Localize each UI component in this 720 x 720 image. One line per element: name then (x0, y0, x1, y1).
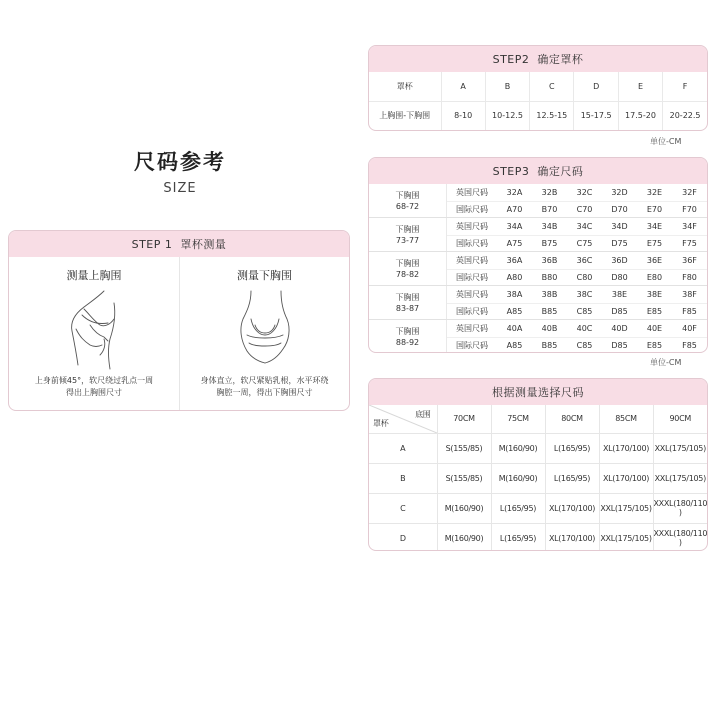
table-cell: 38C (567, 286, 602, 303)
table-cell: F70 (682, 205, 697, 215)
table-cell: M(160/90) (437, 523, 491, 551)
size-group (369, 218, 707, 252)
table-cell: XXL(175/105) (653, 463, 707, 493)
size-guide-header-row (369, 405, 707, 433)
table-cell: M(160/90) (437, 493, 491, 523)
table-cell: F75 (682, 239, 697, 249)
size-group-label (369, 184, 447, 217)
underbust-label: 下胸围 (395, 292, 420, 302)
cup-table (369, 72, 707, 130)
table-row (447, 269, 707, 286)
underbust-label: 下胸围 (395, 190, 420, 200)
corner-cell (369, 405, 437, 433)
table-cell: E75 (646, 239, 663, 249)
table-cell: 40C (567, 320, 602, 337)
step3-name: 确定尺码 (537, 165, 584, 178)
size-group-label (369, 218, 447, 251)
table-cell: 36F (672, 252, 707, 269)
table-cell: XL(170/100) (545, 523, 599, 551)
table-cell: C (530, 72, 574, 101)
table-cell: 34E (637, 218, 672, 235)
table-cell: 40F (672, 320, 707, 337)
table-cell: A80 (506, 273, 523, 283)
table-cell: 32A (497, 184, 532, 201)
table-cell: S(155/85) (437, 463, 491, 493)
page-subtitle: SIZE (163, 181, 197, 196)
table-cell: 40D (602, 320, 637, 337)
table-cell: XXXL(180/110 ) (653, 493, 707, 523)
underbust-range: 73-77 (395, 235, 420, 245)
cup-header-row (369, 72, 707, 101)
table-cell: 38A (497, 286, 532, 303)
table-cell: A85 (506, 341, 523, 351)
table-cell: S(155/85) (437, 433, 491, 463)
table-cell: D85 (611, 307, 628, 317)
table-row (447, 218, 707, 235)
cup-label: D (369, 523, 437, 551)
size-group (369, 184, 707, 218)
table-cell: 34D (602, 218, 637, 235)
table-cell: C70 (576, 205, 593, 215)
step1-card (8, 230, 350, 411)
table-cell: 国际尺码 (456, 239, 488, 249)
step1-step: STEP 1 (131, 237, 173, 251)
table-row (369, 433, 707, 463)
underbust-label: 下胸围 (395, 258, 420, 268)
size-guide-title: 根据测量选择尺码 (492, 386, 584, 399)
cup-label: B (369, 463, 437, 493)
step1-header (9, 231, 349, 257)
table-cell: 英国尺码 (447, 184, 497, 201)
table-cell: 32D (602, 184, 637, 201)
table-cell: 英国尺码 (447, 320, 497, 337)
table-cell: 38F (672, 286, 707, 303)
table-cell: E (618, 72, 662, 101)
table-cell: 36A (497, 252, 532, 269)
size-group (369, 252, 707, 286)
table-cell: 34A (497, 218, 532, 235)
step2-unit: 单位-CM (650, 137, 682, 146)
table-row (447, 337, 707, 353)
table-cell: M(160/90) (491, 433, 545, 463)
table-row (369, 523, 707, 551)
table-cell: C85 (576, 307, 593, 317)
column-header: 85CM (599, 405, 653, 433)
table-cell: 32E (637, 184, 672, 201)
table-cell: 34C (567, 218, 602, 235)
size-guide-header (369, 379, 707, 405)
table-cell: 34B (532, 218, 567, 235)
table-cell: XXL(175/105) (599, 493, 653, 523)
underbust-range: 88-92 (395, 338, 420, 347)
underbust-range: 83-87 (395, 303, 420, 313)
column-header: 70CM (437, 405, 491, 433)
table-cell: 上胸围-下胸围 (369, 101, 441, 130)
size-group (369, 320, 707, 353)
table-cell: D85 (611, 341, 628, 351)
table-row (447, 184, 707, 201)
step2-card (368, 45, 708, 131)
step2-step: STEP2 (492, 52, 530, 66)
table-cell: L(165/95) (545, 463, 599, 493)
table-cell: 20-22.5 (669, 111, 701, 121)
table-cell: 38E (602, 286, 637, 303)
table-cell: E85 (646, 341, 663, 351)
step3-table (369, 184, 707, 353)
step2-name: 确定罩杯 (537, 53, 584, 66)
table-cell: B70 (541, 205, 558, 215)
table-cell: 40A (497, 320, 532, 337)
table-cell: 36B (532, 252, 567, 269)
table-cell: XXL(175/105) (653, 433, 707, 463)
table-cell: 国际尺码 (456, 273, 488, 283)
underbust-range: 78-82 (395, 269, 420, 279)
table-cell: 8-10 (441, 101, 485, 130)
step3-header (369, 158, 707, 184)
table-cell: XXXL(180/110 ) (653, 529, 708, 548)
table-cell: 32B (532, 184, 567, 201)
column-header: 75CM (491, 405, 545, 433)
table-cell: L(165/95) (491, 523, 545, 551)
under-bust-desc-line2: 胸腔一周，得出下胸围尺寸 (216, 388, 313, 397)
table-cell: A70 (506, 205, 523, 215)
table-cell: B80 (541, 273, 558, 283)
column-header: 90CM (653, 405, 707, 433)
table-cell: XL(170/100) (599, 463, 653, 493)
size-guide-card (368, 378, 708, 551)
table-cell: F80 (682, 273, 697, 283)
size-group-label (369, 252, 447, 285)
cup-label: C (369, 493, 437, 523)
step1-name: 罩杯测量 (180, 238, 227, 251)
table-cell: XXL(175/105) (599, 523, 653, 551)
table-cell: L(165/95) (545, 433, 599, 463)
table-cell: D80 (611, 273, 628, 283)
table-cell: F (663, 72, 707, 101)
step3-step: STEP3 (492, 164, 530, 178)
corner-underbust-label: 底围 (415, 410, 431, 419)
table-cell: 17.5-20 (618, 101, 662, 130)
cup-label: A (369, 433, 437, 463)
table-cell: A85 (506, 307, 523, 317)
underbust-label: 下胸围 (395, 327, 420, 336)
table-cell: 32C (567, 184, 602, 201)
table-cell: 36E (637, 252, 672, 269)
step3-card (368, 157, 708, 353)
table-cell: D75 (611, 239, 628, 249)
table-cell: C80 (576, 273, 593, 283)
size-group-label (369, 286, 447, 319)
table-cell: 15-17.5 (574, 101, 618, 130)
table-cell: 国际尺码 (456, 205, 488, 215)
table-cell: 36C (567, 252, 602, 269)
size-group-label (369, 320, 447, 353)
table-cell: C75 (576, 239, 593, 249)
step2-header (369, 46, 707, 72)
table-cell: XL(170/100) (545, 493, 599, 523)
size-guide-table (369, 405, 707, 551)
under-bust-title: 测量下胸围 (237, 269, 292, 282)
table-row (447, 201, 707, 218)
table-row (447, 320, 707, 337)
table-cell: 34F (672, 218, 707, 235)
table-cell: F85 (682, 341, 697, 351)
under-bust-illustration-icon (225, 285, 305, 373)
table-cell: 国际尺码 (456, 341, 488, 351)
table-cell: B (485, 72, 529, 101)
underbust-range: 68-72 (395, 201, 420, 211)
underbust-label: 下胸围 (395, 224, 420, 234)
upper-bust-illustration-icon (54, 285, 134, 373)
table-row (447, 286, 707, 303)
table-row (447, 235, 707, 252)
under-bust-desc-line1: 身体直立，软尺紧贴乳根，水平环绕 (200, 376, 329, 385)
upper-bust-desc-line1: 上身前倾45°，软尺绕过乳点一周 (34, 376, 154, 385)
table-row (369, 463, 707, 493)
table-cell: 40E (637, 320, 672, 337)
table-cell: C85 (576, 341, 593, 351)
table-cell: E80 (646, 273, 663, 283)
upper-bust-title: 测量上胸围 (66, 269, 122, 282)
table-row (369, 493, 707, 523)
page-title: 尺码参考 (134, 150, 226, 174)
table-cell: E70 (646, 205, 663, 215)
table-cell: A75 (506, 239, 523, 249)
size-group (369, 286, 707, 320)
table-cell: 32F (672, 184, 707, 201)
table-cell: D70 (611, 205, 628, 215)
table-cell: 10-12.5 (485, 101, 529, 130)
column-header: 80CM (545, 405, 599, 433)
corner-cup-label: 罩杯 (373, 418, 389, 428)
table-cell: E85 (646, 307, 663, 317)
upper-bust-desc-line2: 得出上胸围尺寸 (66, 388, 122, 397)
under-bust-panel (179, 257, 349, 411)
table-cell: D (574, 72, 618, 101)
table-cell: 英国尺码 (447, 218, 497, 235)
step3-unit: 单位-CM (650, 358, 682, 367)
table-cell: 国际尺码 (456, 307, 488, 317)
table-cell: XL(170/100) (599, 433, 653, 463)
table-cell: 英国尺码 (447, 286, 497, 303)
table-cell: M(160/90) (491, 463, 545, 493)
table-cell: 36D (602, 252, 637, 269)
table-cell: B85 (541, 307, 558, 317)
table-cell: L(165/95) (491, 493, 545, 523)
table-row (447, 252, 707, 269)
cup-difference-row (369, 101, 707, 130)
table-cell: 英国尺码 (447, 252, 497, 269)
upper-bust-panel (9, 257, 179, 411)
table-cell: 38E (637, 286, 672, 303)
table-cell: 12.5-15 (530, 101, 574, 130)
table-cell: F85 (682, 307, 697, 317)
table-row (447, 303, 707, 320)
table-cell: A (441, 72, 485, 101)
table-cell: B85 (541, 341, 558, 351)
table-cell: 38B (532, 286, 567, 303)
table-cell: B75 (541, 239, 558, 249)
table-cell: 罩杯 (369, 72, 441, 101)
table-cell: 40B (532, 320, 567, 337)
